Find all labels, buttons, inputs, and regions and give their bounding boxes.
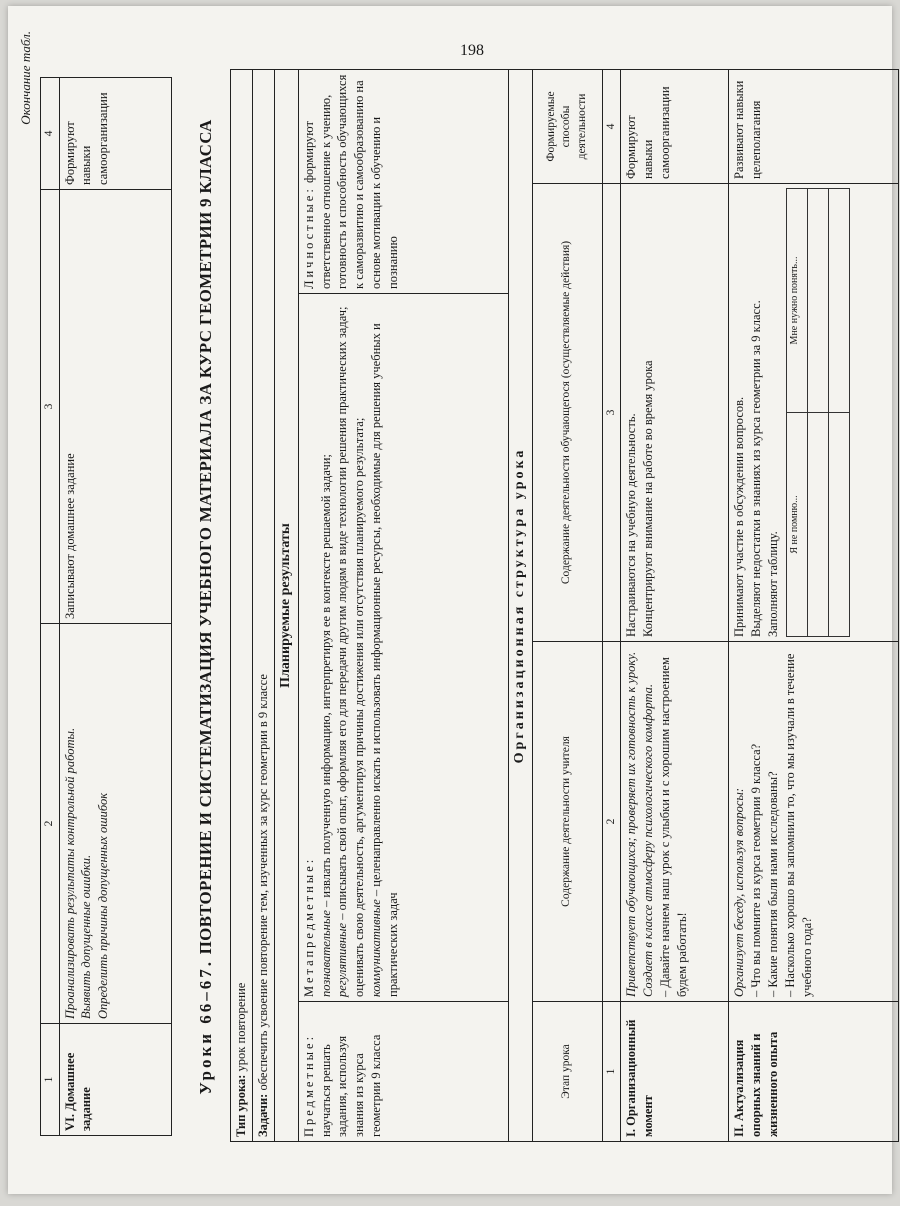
teacher-question: – Насколько хорошо вы запомнили то, что мы изучали в течение учебного года? [782,653,814,997]
teacher-question: – Какие понятия были нами исследованы? [765,771,780,997]
lesson-type-label: Тип урока: [234,1074,248,1137]
teacher-line: Проанализировать результаты контрольной работы. [62,727,77,1019]
lesson-table [230,69,899,1142]
col-number: 4 [41,78,60,190]
stage-cell: I. Организационный момент [621,1002,729,1142]
col-number: 2 [602,642,621,1002]
teacher-italic: Приветствует обучающихся; проверяет их готовность к уроку. Создает в классе атмосферу психологического комфорта. [624,651,655,997]
continuation-note: Окончание табл. [18,31,33,125]
col-header-skills: Формируемые способы деятельности [532,69,602,183]
col-header-teacher: Содержание деятельности учителя [532,642,602,1002]
planned-results-header: Планируемые результаты [274,69,298,1141]
tasks-row [252,69,274,1141]
table-row [59,78,171,1136]
table-row [729,69,899,1141]
knowledge-gap-empty-row [828,189,849,637]
col-number: 4 [602,69,621,183]
stage-cell: II. Актуализация опорных знаний и жизненного опыта [729,1002,899,1142]
column-numbers-row [602,69,621,1141]
empty-cell [828,413,849,637]
stage-cell: VI. Домашнее задание [59,1024,171,1136]
skills-cell: Формируют навыки самоорганизации [621,69,729,183]
student-activity-cell [729,184,899,642]
student-line: Выделяют недостатки в знаниях из курса геометрии за 9 класс. [748,300,763,637]
previous-table-header-row [41,78,60,1136]
meta-item [334,298,368,997]
empty-cell [828,189,849,413]
empty-cell [807,189,828,413]
knowledge-gap-table [786,188,850,637]
skills-cell: Формируют навыки самоорганизации [59,78,171,190]
teacher-italic: Организует беседу, используя вопросы: [732,787,747,997]
teacher-plain: – Давайте начнем наш урок с улыбки и с хорошим настроением будем работать! [657,657,689,997]
col-number: 3 [41,190,60,624]
col-number: 2 [41,624,60,1024]
knowledge-gap-header: Я не помню... [786,413,807,637]
page-number: 198 [460,42,484,59]
col-number: 1 [602,1002,621,1142]
meta-term: коммуникативные [369,899,384,997]
subject-results-cell [298,1002,508,1142]
meta-label: Метапредметные: [301,856,316,997]
org-structure-header-row [508,69,532,1141]
title-prefix: Уроки 66–67. [196,958,215,1095]
teacher-line: Определить причины допущенных ошибок [96,792,111,1019]
teacher-activity-cell [621,642,729,1002]
student-line: Концентрируют внимание на работе во время урока [640,360,655,637]
meta-results-cell [298,294,508,1002]
student-line: Принимают участие в обсуждении вопросов. [732,396,747,637]
col-header-stage: Этап урока [532,1002,602,1142]
tasks-cell [252,69,274,1141]
rotated-content [8,6,900,1206]
personal-results-cell [298,69,508,293]
meta-text: – извлать полученную информацию, интерпретируя ее в контексте решаемой задачи; [318,454,333,911]
lesson-type-row [231,69,253,1141]
lesson-type-cell [231,69,253,1141]
teacher-activity-cell [59,624,171,1024]
page [8,6,900,1206]
meta-item [368,298,402,997]
lesson-type-value: урок повторение [234,982,248,1072]
tasks-label: Задачи: [255,1093,270,1137]
scanned-page [8,6,892,1194]
lesson-title [196,78,216,1136]
student-line: Заполняют таблицу. [765,531,780,637]
skills-cell: Развивают навыки целеполагания [729,69,899,183]
knowledge-gap-empty-row [807,189,828,637]
student-activity-cell [621,184,729,642]
org-structure-header: Организационная структура урока [508,69,532,1141]
subject-text: научаться решать задания, используя знания из курса геометрии 9 класса [318,1034,384,1137]
meta-item [318,298,335,997]
empty-cell [807,413,828,637]
previous-table [40,77,172,1136]
student-activity-cell: Записывают домашнее задание [59,190,171,624]
title-text: ПОВТОРЕНИЕ И СИСТЕМАТИЗАЦИЯ УЧЕБНОГО МАТЕРИАЛА ЗА КУРС ГЕОМЕТРИИ 9 КЛАССА [196,119,215,955]
teacher-activity-cell [729,642,899,1002]
personal-label: Личностные: [301,186,316,289]
teacher-question: – Что вы помните из курса геометрии 9 класса? [748,743,763,997]
col-number: 3 [602,184,621,642]
planned-results-header-row [274,69,298,1141]
table-row [621,69,729,1141]
meta-text: – целенаправленно искать и использовать информационные ресурсы, необходимые для решения учебных и практических задач [369,323,401,997]
column-headers-row [532,69,602,1141]
col-header-students: Содержание деятельности обучающегося (осуществляемые действия) [532,184,602,642]
knowledge-gap-header: Мне нужно понять... [786,189,807,413]
meta-term: регулятивные [335,922,350,997]
col-number: 1 [41,1024,60,1136]
teacher-line: Выявить допущенные ошибки. [79,854,94,1019]
student-line: Настраиваются на учебную деятельность. [624,413,639,637]
planned-results-row [298,69,508,1141]
meta-term: познавательные [318,910,333,997]
knowledge-gap-header-row [786,189,807,637]
meta-text: – описывать свой опыт, оформляя его для передачи другим людям в виде технологии решения практических задач; оценивать свою деятельность, аргументируя причины достижения или отсутствия планируемого результата; [335,306,367,997]
personal-text: формируют ответственное отношение к учению, готовность и способность обучающихся к саморазвитию и самообразованию на основе мотивации к обучению и познанию [301,74,401,289]
tasks-value: обеспечить усвоение повторение тем, изученных за курс геометрии в 9 классе [255,674,270,1091]
subject-label: Предметные: [301,1033,316,1137]
